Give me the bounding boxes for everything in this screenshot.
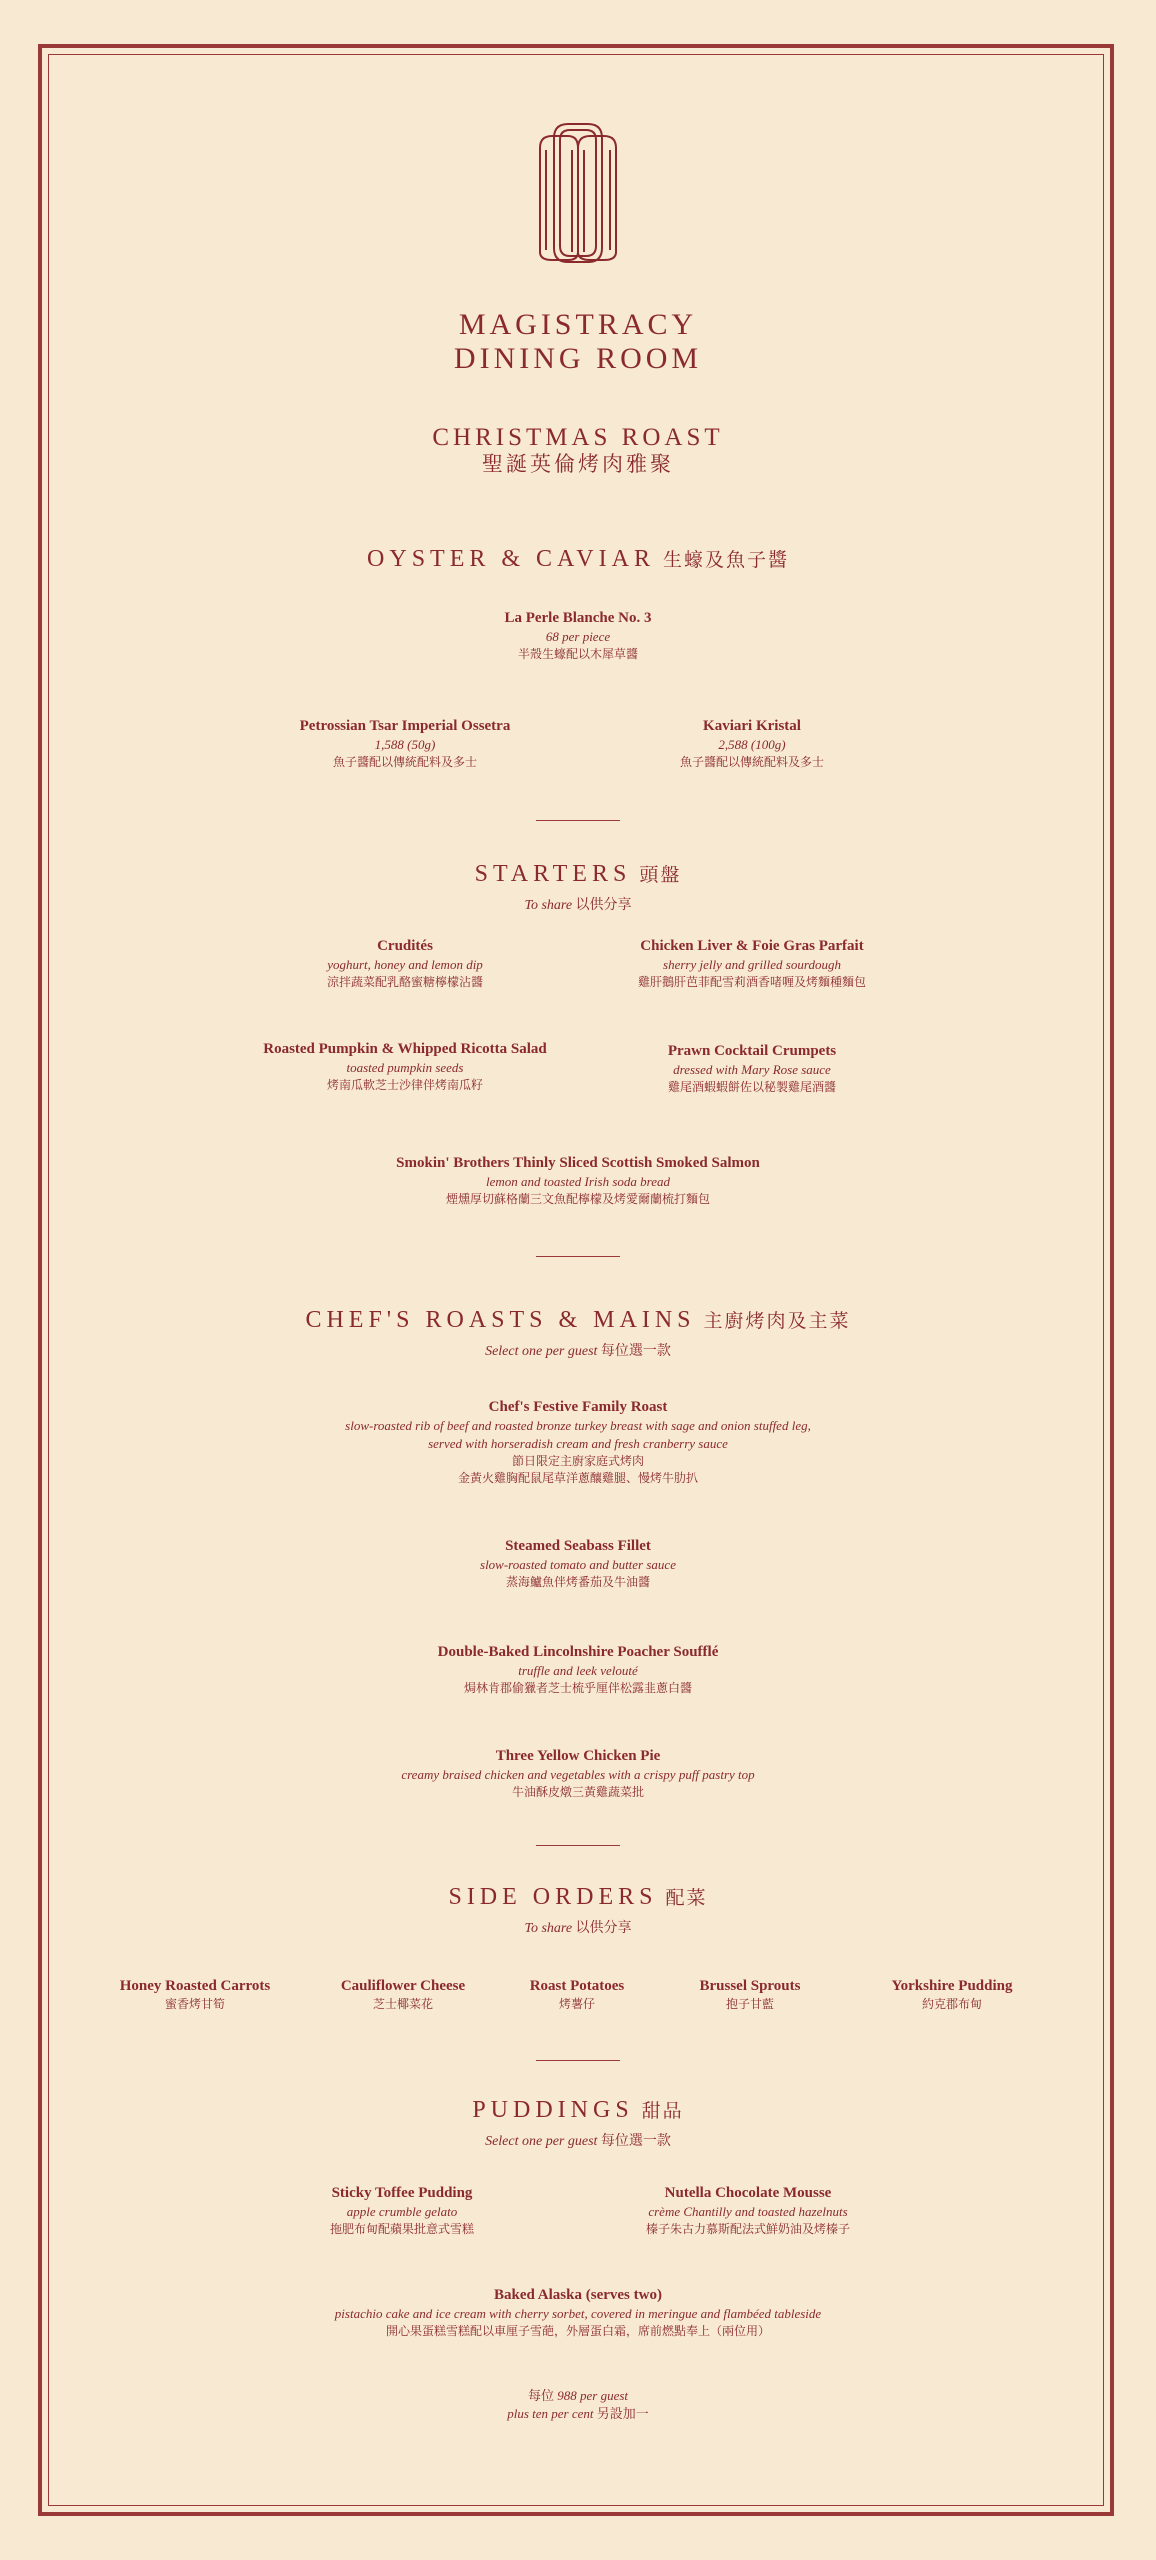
side-item xyxy=(477,1976,677,2013)
section-subtitle xyxy=(0,1917,1156,1937)
section-heading-mains xyxy=(0,1306,1156,1334)
item-name: Crudités xyxy=(377,938,433,954)
item-desc: creamy braised chicken and vegetables with a crispy puff pastry top xyxy=(401,1767,755,1782)
menu-title: CHRISTMAS ROAST xyxy=(432,424,724,451)
menu-item xyxy=(205,936,605,991)
section-subtitle xyxy=(0,2130,1156,2150)
menu-item xyxy=(205,716,605,771)
item-name: Roast Potatoes xyxy=(529,1978,625,1994)
side-item xyxy=(852,1976,1052,2013)
section-subtitle xyxy=(0,1340,1156,1360)
item-name: Smokin' Brothers Thinly Sliced Scottish Smoked Salmon xyxy=(396,1155,760,1171)
service-charge-text: plus ten per cent xyxy=(507,2406,594,2421)
menu-item xyxy=(552,1041,952,1096)
subtitle-text: Select one per guest xyxy=(485,2134,598,2149)
subtitle-text: To share xyxy=(524,1921,573,1936)
item-desc-zh: 蒸海鱸魚伴烤番茄及牛油醬 xyxy=(505,1575,650,1589)
section-heading-sides xyxy=(0,1883,1156,1911)
item-name: Prawn Cocktail Crumpets xyxy=(667,1043,837,1059)
item-desc: dressed with Mary Rose sauce xyxy=(673,1062,831,1077)
section-title-zh: 主廚烤肉及主菜 xyxy=(703,1311,851,1332)
item-name: Nutella Chocolate Mousse xyxy=(664,2185,832,2201)
menu-item xyxy=(0,2285,1156,2340)
subtitle-text-zh: 以供分享 xyxy=(575,898,632,913)
item-desc: truffle and leek velouté xyxy=(518,1663,638,1678)
item-desc-zh: 雞肝鵝肝芭菲配雪莉酒香啫喱及烤麵種麵包 xyxy=(637,975,866,989)
service-charge-text-zh: 另設加一 xyxy=(596,2406,649,2421)
item-desc: lemon and toasted Irish soda bread xyxy=(485,1174,671,1189)
item-price: 1,588 (50g) xyxy=(374,737,436,752)
section-heading-puddings xyxy=(0,2096,1156,2124)
side-item xyxy=(95,1976,295,2013)
item-desc: apple crumble gelato xyxy=(346,2204,458,2219)
item-desc: crème Chantilly and toasted hazelnuts xyxy=(648,2204,848,2219)
item-name: Yorkshire Pudding xyxy=(891,1978,1013,1994)
item-desc-zh: 開心果蛋糕雪糕配以車厘子雪葩，外層蛋白霜，席前燃點奉上（兩位用） xyxy=(385,2324,770,2338)
menu-item xyxy=(0,1153,1156,1208)
item-name: Chicken Liver & Foie Gras Parfait xyxy=(640,938,864,954)
subtitle-text: To share xyxy=(524,898,573,913)
section-title: CHEF'S ROASTS & MAINS xyxy=(305,1307,696,1333)
item-desc-zh: 榛子朱古力慕斯配法式鮮奶油及烤榛子 xyxy=(645,2222,850,2236)
item-desc-zh: 涼拌蔬菜配乳酪蜜糖檸檬沾醬 xyxy=(326,975,483,989)
item-desc-zh: 焗林肯郡偷獵者芝士梳乎厘伴松露韭蔥白醬 xyxy=(463,1681,692,1695)
item-price: 2,588 (100g) xyxy=(718,737,786,752)
divider xyxy=(536,1845,620,1846)
menu-item xyxy=(202,2183,602,2238)
section-title-zh: 頭盤 xyxy=(639,865,682,886)
item-desc-zh: 雞尾酒蝦蝦餅佐以秘製雞尾酒醬 xyxy=(667,1080,836,1094)
item-name: Brussel Sprouts xyxy=(699,1978,801,1994)
service-charge-note xyxy=(0,2405,1156,2423)
item-name: Steamed Seabass Fillet xyxy=(505,1538,651,1554)
item-name-zh: 蜜香烤甘筍 xyxy=(164,1997,225,2011)
menu-item xyxy=(205,1039,605,1094)
price-value: 988 per guest xyxy=(557,2388,629,2403)
item-desc-zh: 拖肥布甸配蘋果批意式雪糕 xyxy=(329,2222,474,2236)
item-desc-zh-line2: 金黃火雞胸配鼠尾草洋蔥釀雞腿、慢烤牛肋扒 xyxy=(457,1471,698,1485)
item-desc-zh: 煙燻厚切蘇格蘭三文魚配檸檬及烤愛爾蘭梳打麵包 xyxy=(445,1192,710,1206)
item-desc: yoghurt, honey and lemon dip xyxy=(327,957,483,972)
menu-item xyxy=(552,716,952,771)
item-price: 68 per piece xyxy=(545,629,611,644)
section-title: OYSTER & CAVIAR xyxy=(367,546,655,572)
item-desc-zh: 牛油酥皮燉三黃雞蔬菜批 xyxy=(511,1785,644,1799)
divider xyxy=(536,1256,620,1257)
subtitle-text-zh: 以供分享 xyxy=(575,1921,632,1936)
subtitle-text-zh: 每位選一款 xyxy=(600,2134,671,2149)
item-name-zh: 烤薯仔 xyxy=(558,1997,595,2011)
scroll-emblem-icon xyxy=(538,118,618,268)
item-desc-zh: 烤南瓜軟芝士沙律伴烤南瓜籽 xyxy=(326,1078,483,1092)
section-heading-starters xyxy=(0,860,1156,888)
item-name: Roasted Pumpkin & Whipped Ricotta Salad xyxy=(263,1041,547,1057)
item-name: Double-Baked Lincolnshire Poacher Soufflé xyxy=(437,1644,719,1660)
item-desc: pistachio cake and ice cream with cherry sorbet, covered in meringue and flambéed tableside xyxy=(334,2306,822,2321)
section-title: SIDE ORDERS xyxy=(448,1884,658,1910)
section-title: STARTERS xyxy=(474,861,632,887)
item-name: Chef's Festive Family Roast xyxy=(488,1399,668,1415)
item-name-zh: 魚子醬配以傳統配料及多士 xyxy=(332,755,477,769)
subtitle-text: Select one per guest xyxy=(485,1344,598,1359)
menu-item xyxy=(0,1536,1156,1591)
menu-title-zh: 聖誕英倫烤肉雅聚 xyxy=(482,452,674,476)
menu-item xyxy=(0,608,1156,663)
section-subtitle xyxy=(0,894,1156,914)
item-name: Cauliflower Cheese xyxy=(340,1978,466,1994)
item-desc-zh: 節日限定主廚家庭式烤肉 xyxy=(511,1454,644,1468)
item-name: Petrossian Tsar Imperial Ossetra xyxy=(299,718,511,734)
item-desc: slow-roasted rib of beef and roasted bronze turkey breast with sage and onion stuffed leg, xyxy=(345,1418,811,1433)
menu-item xyxy=(0,1642,1156,1697)
section-title-zh: 生蠔及魚子醬 xyxy=(662,550,789,571)
section-title-zh: 甜品 xyxy=(641,2101,684,2122)
section-title: PUDDINGS xyxy=(472,2097,634,2123)
item-name: Kaviari Kristal xyxy=(703,718,801,734)
item-desc: slow-roasted tomato and butter sauce xyxy=(480,1557,676,1572)
side-item xyxy=(303,1976,503,2013)
side-item xyxy=(650,1976,850,2013)
item-name-zh: 約克郡布甸 xyxy=(921,1997,982,2011)
item-name-zh: 半殼生蠔配以木犀草醬 xyxy=(517,647,638,661)
item-name-zh: 芝士椰菜花 xyxy=(372,1997,433,2011)
item-name: Three Yellow Chicken Pie xyxy=(495,1748,661,1764)
divider xyxy=(536,820,620,821)
section-heading-oyster xyxy=(0,545,1156,573)
menu-item xyxy=(0,1397,1156,1487)
section-title-zh: 配菜 xyxy=(665,1888,708,1909)
menu-item xyxy=(552,936,952,991)
item-desc: toasted pumpkin seeds xyxy=(346,1060,464,1075)
item-name-zh: 抱子甘藍 xyxy=(725,1997,774,2011)
item-name: La Perle Blanche No. 3 xyxy=(504,610,652,626)
brand-name-line1: MAGISTRACY xyxy=(458,308,698,341)
menu-item xyxy=(548,2183,948,2238)
menu-item xyxy=(0,1746,1156,1801)
divider xyxy=(536,2060,620,2061)
price-label-zh: 每位 xyxy=(527,2388,554,2403)
price-note xyxy=(0,2387,1156,2405)
subtitle-text-zh: 每位選一款 xyxy=(600,1344,671,1359)
item-desc: sherry jelly and grilled sourdough xyxy=(663,957,841,972)
item-name-zh: 魚子醬配以傳統配料及多士 xyxy=(679,755,824,769)
item-desc-line2: served with horseradish cream and fresh cranberry sauce xyxy=(428,1436,728,1451)
item-name: Sticky Toffee Pudding xyxy=(331,2185,473,2201)
brand-name-line2: DINING ROOM xyxy=(453,342,703,375)
item-name: Baked Alaska (serves two) xyxy=(494,2287,662,2303)
item-name: Honey Roasted Carrots xyxy=(119,1978,271,1994)
